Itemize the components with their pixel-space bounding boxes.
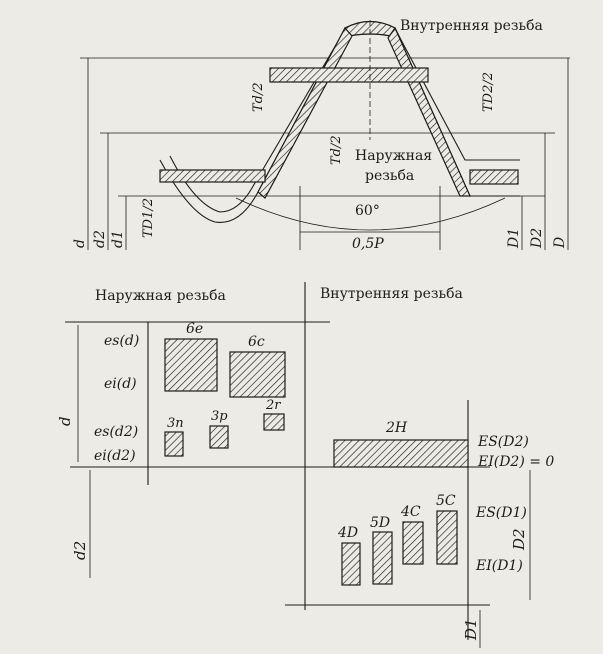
external-thread-label-2: резьба: [365, 168, 415, 184]
axis-d1-label: d1: [110, 230, 126, 248]
label-3n: 3n: [167, 416, 184, 431]
field-3n: [165, 432, 183, 456]
ES-D1-label: ES(D1): [476, 505, 527, 521]
axis-D1-label: D1: [506, 227, 522, 248]
ei-d-label: ei(d): [104, 376, 137, 392]
td1-band-left: [160, 170, 265, 182]
field-5D: [373, 532, 392, 584]
axis-d-bottom-label: d: [56, 416, 74, 426]
axis-D2-bottom-label: D2: [510, 528, 528, 550]
label-2r: 2r: [266, 398, 281, 413]
td2-band-top: [270, 68, 428, 82]
external-thread-label-1: Наружная: [355, 148, 433, 164]
profile-inner: [170, 34, 520, 212]
td2-right-label: TD2/2: [481, 71, 496, 112]
external-thread-header: Наружная резьба: [95, 288, 226, 304]
label-5D: 5D: [370, 515, 391, 531]
EI-D1-label: EI(D1): [476, 558, 523, 574]
axis-d2-label: d2: [92, 230, 108, 248]
internal-thread-header: Внутренняя резьба: [320, 286, 463, 302]
ei-d2-label: ei(d2): [94, 448, 136, 464]
field-3p: [210, 426, 228, 448]
angle-label: 60°: [355, 203, 380, 219]
es-d2-label: es(d2): [94, 424, 139, 440]
thread-profile-figure: [72, 18, 570, 252]
half-pitch-label: 0,5P: [352, 236, 384, 252]
label-4C: 4C: [401, 504, 421, 520]
field-2H: [334, 440, 468, 467]
ES-D2-label: ES(D2): [478, 434, 529, 450]
axis-D-label: D: [552, 236, 568, 248]
label-2H: 2H: [386, 420, 408, 436]
left-flank-hatch: [258, 28, 352, 198]
td2-band-right: [470, 170, 518, 184]
field-4D: [342, 543, 360, 585]
es-d-label: es(d): [104, 333, 140, 349]
internal-thread-label: Внутренняя резьба: [400, 18, 543, 34]
field-2r: [264, 414, 284, 430]
axis-d2-bottom-label: d2: [71, 540, 89, 560]
EI-D2-label: EI(D2) = 0: [478, 454, 555, 470]
label-3p: 3p: [211, 409, 228, 424]
field-5C: [437, 511, 457, 564]
axis-d-label: d: [72, 239, 88, 248]
tolerance-fields-figure: [56, 282, 554, 648]
td1-label: TD1/2: [141, 197, 156, 238]
field-6c: [230, 352, 285, 397]
label-6e: 6e: [186, 321, 204, 337]
field-4C: [403, 522, 423, 564]
field-6e: [165, 339, 217, 391]
label-5C: 5C: [436, 493, 456, 509]
label-6c: 6c: [248, 334, 265, 350]
label-4D: 4D: [338, 525, 359, 541]
axis-D2-label: D2: [529, 227, 545, 248]
axis-D1-bottom-label: D1: [462, 618, 480, 640]
td-mid-label: Td/2: [329, 135, 344, 165]
td-left-label: Td/2: [251, 82, 266, 112]
